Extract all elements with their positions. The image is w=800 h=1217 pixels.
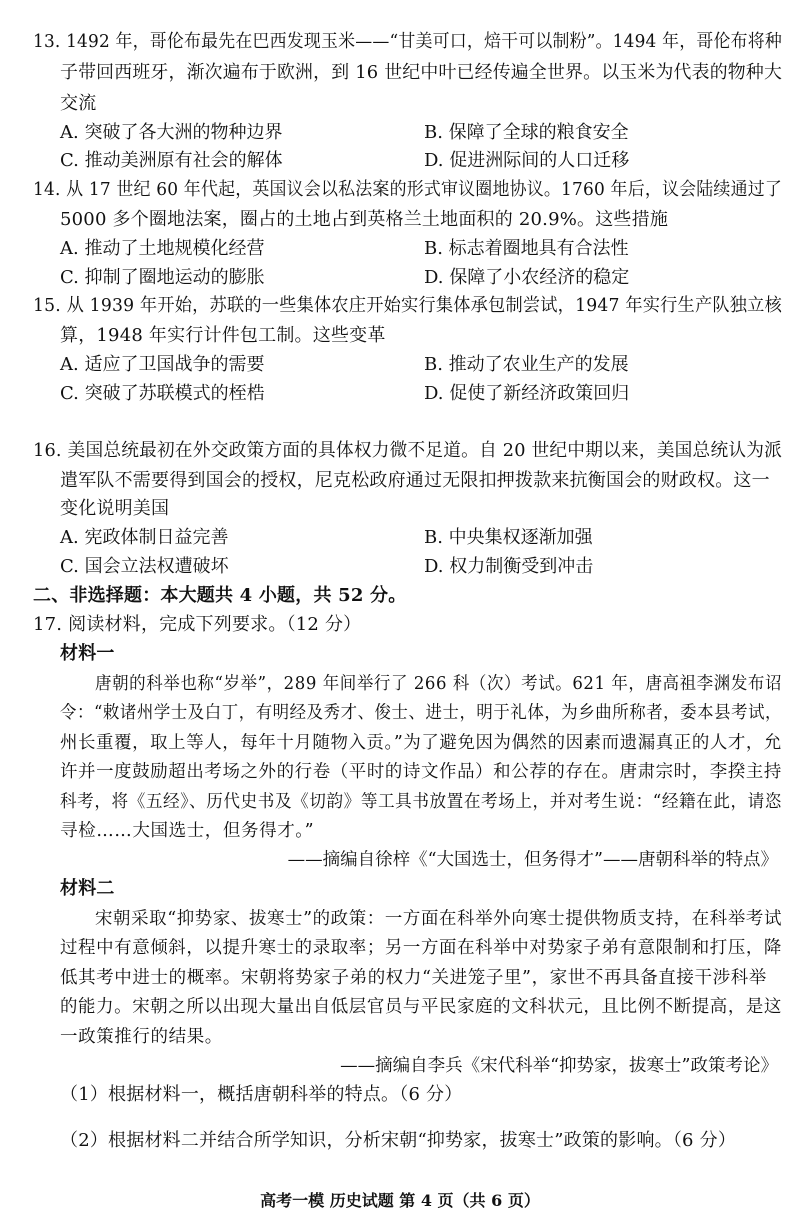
- page-footer: 高考一模 历史试题 第 4 页（共 6 页）: [260, 1191, 540, 1210]
- question-14-option-a: A. 推动了土地规模化经营: [60, 238, 265, 259]
- question-15-stem-line-1: 15. 从 1939 年开始，苏联的一些集体农庄开始实行集体承包制尝试，1947 年实行生产队独立核: [33, 295, 782, 316]
- material-1-line-5: 科考，将《五经》、历代史书及《切韵》等工具书放置在考场上，并对考生说：“经籍在此，请恣: [60, 792, 783, 812]
- question-17-stem: 17. 阅读材料，完成下列要求。（12 分）: [33, 614, 362, 635]
- material-1-line-4: 许并一度鼓励超出考场之外的行卷（平时的诗文作品）和公荐的存在。唐肃宗时，李揆主持: [60, 762, 782, 782]
- question-13-option-c: C. 推动美洲原有社会的解体: [60, 150, 283, 171]
- question-15-option-d: D. 促使了新经济政策回归: [424, 383, 630, 404]
- material-1-line-3: 州长重覆，取上等人，每年十月随物入贡。”为了避免因为偶然的因素而遗漏真正的人才，允: [60, 733, 782, 753]
- material-2-line-3: 低其考中进士的概率。宋朝将势家子弟的权力“关进笼子里”，家世不再具备直接干涉科举: [60, 968, 767, 988]
- question-13-option-d: D. 促进洲际间的人口迁移: [424, 150, 630, 171]
- question-16-stem-line-1: 16. 美国总统最初在外交政策方面的具体权力微不足道。自 20 世纪中期以来，美国总统认为派: [33, 440, 783, 461]
- material-2-line-2: 过程中有意倾斜，以提升寒士的录取率；另一方面在科举中对势家子弟有意限制和打压，降: [60, 938, 782, 958]
- question-16-option-a: A. 宪政体制日益完善: [60, 527, 229, 548]
- question-14-option-d: D. 保障了小农经济的稳定: [424, 267, 630, 288]
- question-13-stem-line-2: 子带回西班牙，渐次遍布于欧洲，到 16 世纪中叶已经传遍全世界。以玉米为代表的物种大: [60, 62, 783, 83]
- question-15-option-a: A. 适应了卫国战争的需要: [60, 354, 265, 375]
- material-2-title: 材料二: [60, 878, 115, 899]
- material-1-line-2: 令：“敕诸州学士及白丁，有明经及秀才、俊士、进士，明于礼体，为乡曲所称者，委本县考试，: [60, 703, 783, 723]
- material-1-line-1: 唐朝的科举也称“岁举”，289 年间举行了 266 科（次）考试。621 年，唐高祖李渊发布诏: [95, 674, 783, 694]
- question-16-stem-line-3: 变化说明美国: [60, 498, 170, 519]
- material-2-source: ——摘编自李兵《宋代科举“抑势家，拔寒士”政策考论》: [340, 1056, 778, 1076]
- question-13-option-a: A. 突破了各大洲的物种边界: [60, 122, 283, 143]
- material-2-line-4: 的能力。宋朝之所以出现大量出自低层官员与平民家庭的文科状元，且比例不断提高，是这: [60, 997, 782, 1017]
- question-17-part-1: （1）根据材料一，概括唐朝科举的特点。（6 分）: [60, 1084, 463, 1105]
- material-2-line-5: 一政策推行的结果。: [60, 1027, 223, 1047]
- material-1-source: ——摘编自徐梓《“大国选士，但务得才”——唐朝科举的特点》: [287, 850, 778, 870]
- question-16-option-d: D. 权力制衡受到冲击: [424, 556, 594, 577]
- question-15-option-c: C. 突破了苏联模式的桎梏: [60, 383, 265, 404]
- question-13-stem-line-1: 13. 1492 年，哥伦布最先在巴西发现玉米——“甘美可口，焙干可以制粉”。1494 年，哥伦布将种: [33, 31, 782, 52]
- question-16-stem-line-2: 遣军队不需要得到国会的授权，尼克松政府通过无限扣押拨款来抗衡国会的财政权。这一: [60, 470, 770, 491]
- question-13-stem-line-3: 交流: [60, 93, 97, 114]
- section-2-heading: 二、非选择题：本大题共 4 小题，共 52 分。: [33, 585, 407, 606]
- question-15-option-b: B. 推动了农业生产的发展: [424, 354, 629, 375]
- question-14-option-b: B. 标志着圈地具有合法性: [424, 238, 629, 259]
- question-15-stem-line-2: 算，1948 年实行计件包工制。这些变革: [60, 325, 386, 346]
- question-13-option-b: B. 保障了全球的粮食安全: [424, 122, 629, 143]
- question-17-part-2: （2）根据材料二并结合所学知识，分析宋朝“抑势家，拔寒士”政策的影响。（6 分）: [60, 1130, 737, 1151]
- question-14-stem-line-1: 14. 从 17 世纪 60 年代起，英国议会以私法案的形式审议圈地协议。1760 年后，议会陆续通过了: [33, 179, 783, 200]
- material-1-line-6: 寻检……大国选士，但务得才。”: [60, 821, 315, 841]
- question-16-option-c: C. 国会立法权遭破坏: [60, 556, 229, 577]
- question-16-option-b: B. 中央集权逐渐加强: [424, 527, 593, 548]
- question-14-option-c: C. 抑制了圈地运动的膨胀: [60, 267, 265, 288]
- question-14-stem-line-2: 5000 多个圈地法案，圈占的土地占到英格兰土地面积的 20.9%。这些措施: [60, 209, 669, 230]
- material-1-title: 材料一: [60, 643, 115, 664]
- material-2-line-1: 宋朝采取“抑势家、拔寒士”的政策：一方面在科举外向寒士提供物质支持，在科举考试: [95, 909, 783, 929]
